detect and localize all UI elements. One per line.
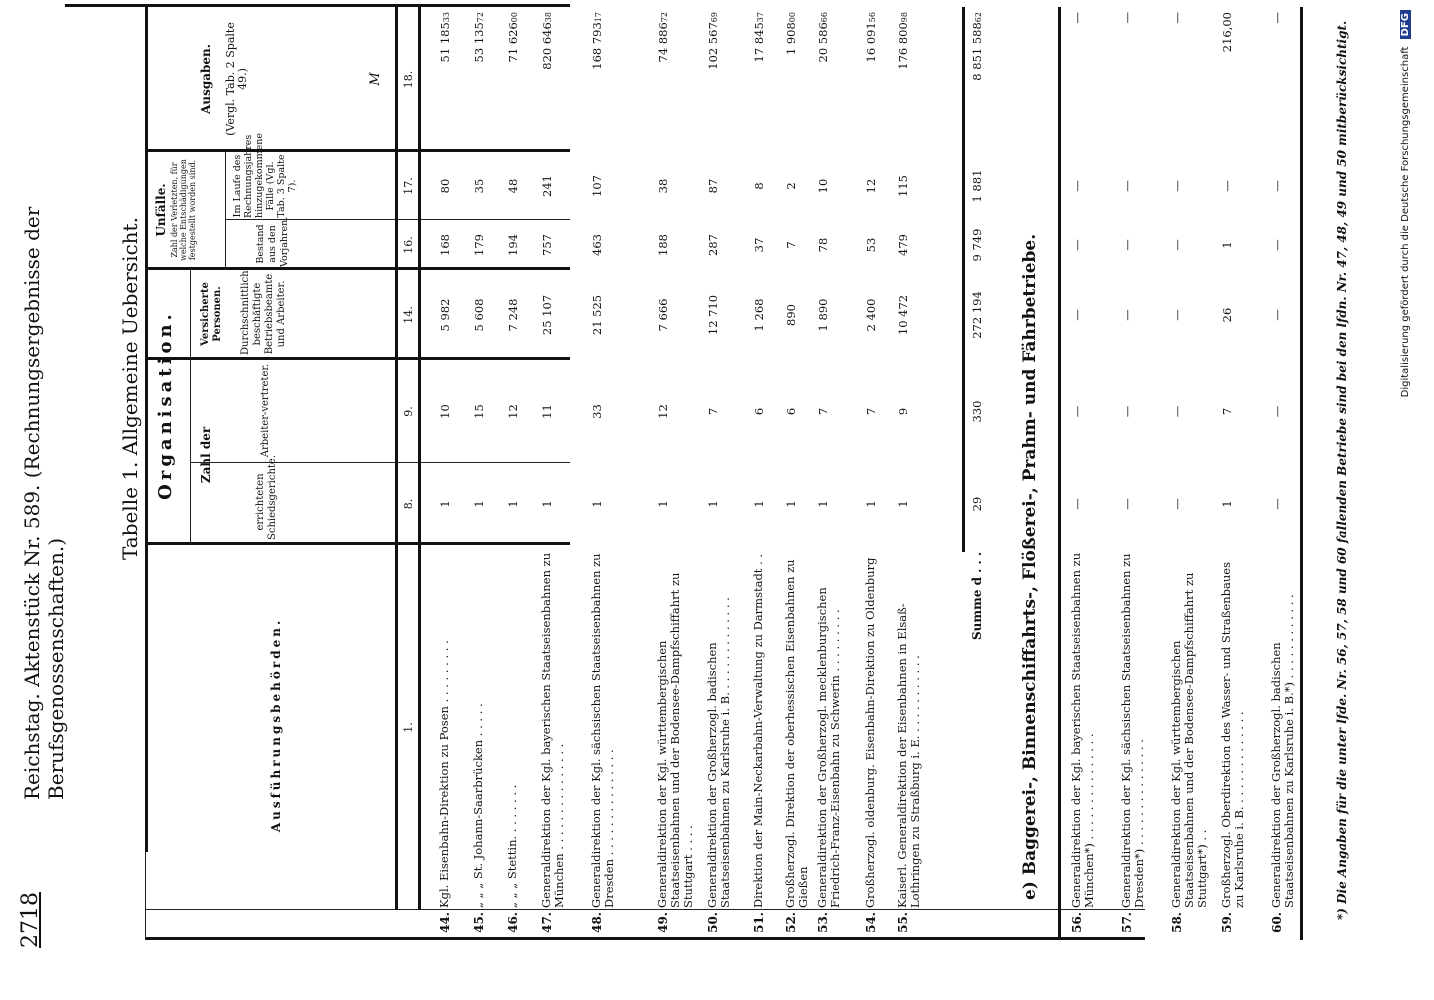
row-c9: 15 xyxy=(472,404,486,419)
row-number: 46. xyxy=(506,912,520,933)
row-c9: — xyxy=(1170,405,1184,418)
row-c17: 241 xyxy=(540,175,554,197)
row-c14: 5 982 xyxy=(438,298,452,332)
row-c18-cents: 00 xyxy=(788,12,797,23)
row-authority: Generaldirektion der Großherzogl. badischen Staatseisenbahnen zu Karlsruhe i. B. . . . . . . . . . . . . . xyxy=(705,597,732,908)
digitization-note: Digitalisierung gefördert durch die Deutsche Forschungsgemeinschaft DFG xyxy=(1400,10,1411,890)
row-c9: 6 xyxy=(784,407,798,416)
row-c17: 12 xyxy=(864,178,878,194)
row-c18 xyxy=(816,12,830,152)
row-c17: 48 xyxy=(506,178,520,194)
colnum-16: 16. xyxy=(402,236,415,254)
footnote: *) Die Angaben für die unter lfde. Nr. 56, 57, 58 und 60 fallenden Betriebe sind bei den lfdn. Nr. 47, 48, 49 und 50 mitberücksichtigt. xyxy=(1335,20,1349,920)
row-c18-value: 216,00 xyxy=(1220,12,1234,53)
colnum-17: 17. xyxy=(402,177,415,195)
row-c9: 7 xyxy=(816,407,830,416)
row-c17: — xyxy=(1120,180,1134,192)
row-authority: Generaldirektion der Kgl. württembergischen Staatseisenbahnen und der Bodensee-Dampfschiffahrt zu Stuttgart*) . . xyxy=(1169,572,1209,908)
sum-c17: 1 881 xyxy=(970,169,984,203)
row-authority: Generaldirektion der Kgl. württembergischen Staatseisenbahnen und der Bodensee-Dampfschiffahrt zu Stuttgart . . . . xyxy=(655,572,695,908)
row-c17: 115 xyxy=(896,175,910,197)
row-number: 56. xyxy=(1070,912,1084,933)
header-arbeitervertreter: Arbeiter-vertreter. xyxy=(260,363,271,458)
row-c18-value: 102 567 xyxy=(706,22,720,70)
header-zahl-der: Zahl der xyxy=(199,426,213,484)
row-number: 58. xyxy=(1170,912,1184,933)
row-authority: Großherzogl. oldenburg. Eisenbahn-Direktion zu Oldenburg xyxy=(863,557,877,908)
row-c14: 2 400 xyxy=(864,298,878,332)
row-c18 xyxy=(506,12,520,152)
row-number: 55. xyxy=(896,912,910,933)
page-number: 2718 xyxy=(18,892,43,948)
section-e-title: e) Baggerei-, Binnenschiffahrts-, Flößerei-, Prahm- und Fährbetriebe. xyxy=(1020,233,1040,900)
row-number: 51. xyxy=(752,912,766,933)
row-c18 xyxy=(864,12,878,152)
header-ausgaben-sub: (Vergl. Tab. 2 Spalte 49.) xyxy=(224,22,249,136)
row-c18 xyxy=(472,12,486,152)
row-c18-value: — xyxy=(1170,12,1184,24)
row-authority: „ „ „ St. Johann-Saarbrücken . . . . . xyxy=(471,703,485,908)
table-top-border xyxy=(145,7,148,852)
row-authority: „ „ „ Stettin. . . . . . . . xyxy=(505,784,519,908)
row-authority: Generaldirektion der Kgl. bayerischen Staatseisenbahnen zu München . . . . . . . . . . . . . . . xyxy=(539,552,566,908)
colnum-8: 8. xyxy=(402,498,415,510)
row-c18-value: 74 886 xyxy=(656,22,670,63)
row-c9: 33 xyxy=(590,404,604,419)
row-c9: 12 xyxy=(656,404,670,419)
row-c14: 1 890 xyxy=(816,298,830,332)
row-c18-cents: 37 xyxy=(756,12,765,23)
row-c8: — xyxy=(1170,498,1184,510)
row-c8: — xyxy=(1270,498,1284,510)
row-c18-cents: 72 xyxy=(476,12,485,23)
header-schiedsgerichte: errichteten Schiedsgerichte. xyxy=(255,455,278,540)
sum-c18 xyxy=(970,12,984,152)
colnum-18: 18. xyxy=(402,70,415,89)
row-c16: 179 xyxy=(472,234,486,256)
row-c18-value: 51 185 xyxy=(438,22,452,63)
row-c14: 26 xyxy=(1220,307,1234,323)
sum-c18-value: 8 851 588 xyxy=(970,22,984,81)
row-c14: 1 268 xyxy=(752,298,766,332)
row-c16: 479 xyxy=(896,234,910,256)
row-c17: 107 xyxy=(590,175,604,197)
header-ausgaben-unit: M xyxy=(368,72,383,86)
row-authority: Generaldirektion der Großherzogl. mecklenburgischen Friedrich-Franz-Eisenbahn zu Schwerin . . . . . . . . . xyxy=(815,587,842,908)
row-c17: — xyxy=(1220,180,1234,192)
row-c8: 1 xyxy=(590,500,604,508)
row-c17: 10 xyxy=(816,178,830,194)
row-c18 xyxy=(1270,12,1284,152)
row-c9: 7 xyxy=(1220,407,1234,416)
row-number: 50. xyxy=(706,912,720,933)
row-c17: 35 xyxy=(472,178,486,194)
row-c16: 188 xyxy=(656,234,670,256)
row-c18 xyxy=(438,12,452,152)
row-c17: 38 xyxy=(656,178,670,194)
row-c14: 25 107 xyxy=(540,294,554,336)
page-title: Reichstag. Aktenstück Nr. 589. (Rechnungsergebnisse der Berufsgenossenschaften.) xyxy=(20,206,68,800)
row-c16: 757 xyxy=(540,234,554,256)
row-c18 xyxy=(1220,12,1234,152)
header-ausfuehrungsbehoerden: Ausführungsbehörden. xyxy=(269,617,283,833)
header-zugekommen: Im Laufe des Rechnungsjahres hinzugekommene Fälle (Vgl. Tab. 3 Spalte 7). xyxy=(232,133,298,218)
row-c17: — xyxy=(1170,180,1184,192)
row-c18-value: 16 091 xyxy=(864,22,878,63)
row-c9: 10 xyxy=(438,404,452,419)
row-c17: 87 xyxy=(706,178,720,194)
row-number: 45. xyxy=(472,912,486,933)
row-c8: 1 xyxy=(816,500,830,508)
row-number: 54. xyxy=(864,912,878,933)
row-c14: 7 666 xyxy=(656,298,670,332)
row-c18-value: 168 793 xyxy=(590,22,604,70)
row-c8: — xyxy=(1070,498,1084,510)
header-bestand: Bestand aus den Vorjahren. xyxy=(255,216,290,267)
dfg-logo: DFG xyxy=(1400,10,1411,39)
row-number: 44. xyxy=(438,912,452,933)
row-authority: Direktion der Main-Neckarbahn-Verwaltung zu Darmstadt . . xyxy=(751,553,765,908)
row-c9: — xyxy=(1070,405,1084,418)
row-number: 57. xyxy=(1120,912,1134,933)
colnum-14: 14. xyxy=(402,306,415,324)
row-number: 59. xyxy=(1220,912,1234,933)
row-c18 xyxy=(896,12,910,152)
row-c16: — xyxy=(1070,239,1084,251)
header-unfaelle-sub: Zahl der Verletzten, für welche Entschädigungen festgestellt worden sind. xyxy=(170,159,197,261)
row-c18-cents: 17 xyxy=(594,12,603,23)
row-c18 xyxy=(752,12,766,152)
sum-c14: 272 194 xyxy=(970,291,984,339)
row-c8: 1 xyxy=(438,500,452,508)
row-c8: 1 xyxy=(784,500,798,508)
row-number: 52. xyxy=(784,912,798,933)
row-c8: 1 xyxy=(864,500,878,508)
row-authority: Kaiserl. Generaldirektion der Eisenbahnen in Elsaß-Lothringen zu Straßburg i. E. . . . . . . . . . . . xyxy=(895,603,922,908)
row-c17: 8 xyxy=(752,182,766,190)
row-c17: 80 xyxy=(438,178,452,194)
row-c18-value: 17 845 xyxy=(752,22,766,63)
row-c18-cents: 38 xyxy=(544,12,553,23)
row-c14: — xyxy=(1270,309,1284,321)
row-c9: — xyxy=(1120,405,1134,418)
row-c16: 37 xyxy=(752,237,766,253)
row-c8: 1 xyxy=(506,500,520,508)
row-c8: 1 xyxy=(752,500,766,508)
row-c16: — xyxy=(1120,239,1134,251)
row-c17: — xyxy=(1070,180,1084,192)
row-c18-value: — xyxy=(1120,12,1134,24)
row-c18-value: 71 626 xyxy=(506,22,520,63)
row-c9: 11 xyxy=(540,404,554,419)
row-c16: 7 xyxy=(784,241,798,249)
row-c18-value: — xyxy=(1070,12,1084,24)
row-c18-cents: 56 xyxy=(868,12,877,23)
row-c8: 1 xyxy=(656,500,670,508)
row-c8: 1 xyxy=(896,500,910,508)
sum-c9: 330 xyxy=(970,400,984,423)
row-c18-cents: 00 xyxy=(510,12,519,23)
row-authority: Generaldirektion der Kgl. sächsischen Staatseisenbahnen zu Dresden*) . . . . . . . . . . . . . . . xyxy=(1119,553,1146,908)
row-c9: 7 xyxy=(706,407,720,416)
sum-c16: 9 749 xyxy=(970,228,984,262)
row-c9: 6 xyxy=(752,407,766,416)
row-c18 xyxy=(656,12,670,152)
header-organisation: Organisation. xyxy=(155,310,176,500)
header-unfaelle: Unfälle. xyxy=(154,183,168,237)
row-c18-value: 1 908 xyxy=(784,22,798,56)
row-c16: 168 xyxy=(438,234,452,256)
row-c18 xyxy=(784,12,798,152)
table-title: Tabelle 1. Allgemeine Uebersicht. xyxy=(118,217,142,560)
row-c17: — xyxy=(1270,180,1284,192)
row-c14: 12 710 xyxy=(706,294,720,336)
row-authority: Generaldirektion der Kgl. sächsischen Staatseisenbahnen zu Dresden . . . . . . . . . . . . . . . xyxy=(589,553,616,908)
row-c18-value: 20 586 xyxy=(816,22,830,63)
row-c18 xyxy=(1120,12,1134,152)
sum-c18-cents: 62 xyxy=(974,12,983,23)
table-left-border xyxy=(145,937,1145,940)
row-c8: 1 xyxy=(1220,500,1234,508)
sum-label: Summe d . . . xyxy=(970,551,984,640)
row-c18-cents: 69 xyxy=(710,12,719,23)
row-c18-value: 176 800 xyxy=(896,22,910,70)
row-c14: 21 525 xyxy=(590,294,604,336)
row-number: 53. xyxy=(816,912,830,933)
row-c9: 12 xyxy=(506,404,520,419)
row-c14: — xyxy=(1170,309,1184,321)
header-durchschnitt: Durchschnittlich beschäftigte Betriebsbeamte und Arbeiter. xyxy=(240,270,287,355)
row-c16: — xyxy=(1270,239,1284,251)
row-c14: — xyxy=(1120,309,1134,321)
row-c9: 7 xyxy=(864,407,878,416)
row-c8: 1 xyxy=(540,500,554,508)
sum-c8: 29 xyxy=(970,496,984,512)
row-c8: — xyxy=(1120,498,1134,510)
row-number: 49. xyxy=(656,912,670,933)
row-c14: 7 248 xyxy=(506,298,520,332)
row-authority: Generaldirektion der Kgl. bayerischen Staatseisenbahnen zu München*) . . . . . . . . . . . . . . . xyxy=(1069,552,1096,908)
row-c16: 78 xyxy=(816,237,830,253)
row-c16: — xyxy=(1170,239,1184,251)
row-c8: 1 xyxy=(706,500,720,508)
row-c18-value: 53 135 xyxy=(472,22,486,63)
row-authority: Generaldirektion der Großherzogl. badischen Staatseisenbahnen zu Karlsruhe i. B.*) . . . . . . . . . . . . xyxy=(1269,594,1296,908)
row-number: 47. xyxy=(540,912,554,933)
row-authority: Großherzogl. Direktion der oberhessischen Eisenbahnen zu Gießen xyxy=(783,559,810,908)
row-c8: 1 xyxy=(472,500,486,508)
row-c14: 5 608 xyxy=(472,298,486,332)
row-c18-cents: 66 xyxy=(820,12,829,23)
row-c18-cents: 33 xyxy=(442,12,451,23)
row-c9: — xyxy=(1270,405,1284,418)
row-c14: 10 472 xyxy=(896,294,910,336)
row-c18 xyxy=(706,12,720,152)
row-c18 xyxy=(1170,12,1184,152)
row-c14: — xyxy=(1070,309,1084,321)
row-c18-cents: 72 xyxy=(660,12,669,23)
row-authority: Großherzogl. Oberdirektion des Wasser- und Straßenbaues zu Karlsruhe i. B. . . . . . . . . . . . . . xyxy=(1219,562,1246,908)
row-c17: 2 xyxy=(784,182,798,190)
row-number: 48. xyxy=(590,912,604,933)
header-ausgaben: Ausgaben. xyxy=(199,44,213,114)
colnum-1: 1. xyxy=(402,722,415,733)
row-c16: 194 xyxy=(506,234,520,256)
header-versicherte: Versicherte Personen. xyxy=(200,282,223,346)
row-c18 xyxy=(590,12,604,152)
row-authority: Kgl. Eisenbahn-Direktion zu Posen . . . . . . . . . xyxy=(437,640,451,908)
row-c9: 9 xyxy=(896,407,910,416)
row-c16: 463 xyxy=(590,234,604,256)
row-c14: 890 xyxy=(784,304,798,326)
row-c16: 287 xyxy=(706,234,720,256)
row-c18-cents: 98 xyxy=(900,12,909,23)
row-c16: 1 xyxy=(1220,241,1234,249)
row-c18 xyxy=(540,12,554,152)
row-c16: 53 xyxy=(864,237,878,253)
row-c18 xyxy=(1070,12,1084,152)
colnum-9: 9. xyxy=(402,406,415,417)
row-c18-value: — xyxy=(1270,12,1284,24)
row-number: 60. xyxy=(1270,912,1284,933)
row-c18-value: 820 646 xyxy=(540,22,554,70)
